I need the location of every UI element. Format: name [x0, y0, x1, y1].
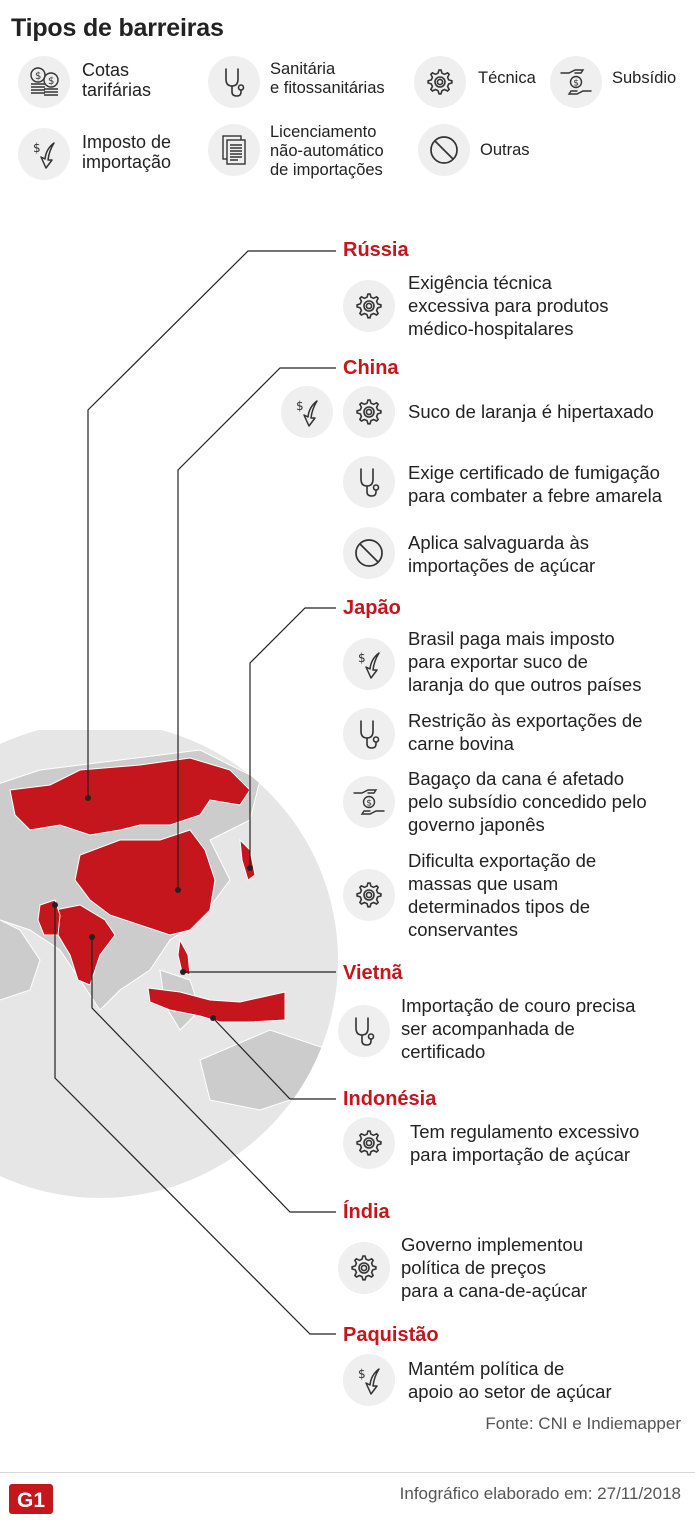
source-note: Fonte: CNI e Indiemapper — [485, 1414, 681, 1433]
country-indonesia: Indonésia — [343, 1088, 437, 1110]
page-title: Tipos de barreiras — [11, 14, 224, 42]
china-item-2: Exige certificado de fumigação para combater a febre amarela — [408, 462, 662, 506]
g1-logo — [9, 1484, 53, 1514]
leader-china — [178, 368, 336, 890]
publication-date: Infográfico elaborado em: 27/11/2018 — [399, 1484, 681, 1503]
country-india: Índia — [343, 1201, 390, 1223]
hands-coin-icon — [343, 776, 395, 828]
leader-indonesia — [213, 1018, 336, 1099]
dot-pakistan — [52, 902, 58, 908]
leader-india — [92, 937, 336, 1212]
stethoscope-icon — [338, 1005, 390, 1057]
legend-label-outras: Outras — [480, 141, 530, 159]
dot-japan — [247, 865, 253, 871]
dot-china — [175, 887, 181, 893]
japan-item-1: Brasil paga mais imposto para exportar suco de laranja do que outros países — [408, 628, 642, 695]
dot-india — [89, 934, 95, 940]
country-pakistan: Paquistão — [343, 1324, 439, 1346]
dot-vietnam — [180, 969, 186, 975]
gear-icon — [343, 280, 395, 332]
dot-indonesia — [210, 1015, 216, 1021]
legend-label-licenciamento: Licenciamento não-automático de importações — [270, 123, 384, 179]
country-china: China — [343, 357, 399, 379]
legend-label-imposto: Imposto de importação — [82, 132, 172, 172]
country-japan: Japão — [343, 597, 401, 619]
g1-logo-text: G1 — [16, 1489, 46, 1512]
dollar-down-arrow-icon — [281, 386, 333, 438]
dollar-down-arrow-icon — [343, 638, 395, 690]
india-item-1: Governo implementou política de preços para a cana-de-açúcar — [401, 1234, 588, 1301]
japan-item-4: Dificulta exportação de massas que usam determinados tipos de conservantes — [408, 850, 597, 940]
vietnam-item-1: Importação de couro precisa ser acompanhada de certificado — [401, 995, 636, 1062]
gear-icon — [343, 386, 395, 438]
legend-label-subsidio: Subsídio — [612, 69, 677, 87]
japan-item-2: Restrição às exportações de carne bovina — [408, 710, 643, 754]
legend-label-sanitaria: Sanitária e fitossanitárias — [270, 60, 385, 97]
country-vietnam: Vietnã — [343, 962, 403, 984]
legend-label-cotas: Cotas tarifárias — [82, 60, 152, 100]
china-item-1: Suco de laranja é hipertaxado — [408, 401, 654, 422]
footer-divider — [0, 1472, 695, 1473]
leader-japan — [250, 608, 336, 868]
prohibited-icon — [343, 527, 395, 579]
stethoscope-icon — [343, 456, 395, 508]
dot-russia — [85, 795, 91, 801]
stethoscope-icon — [343, 708, 395, 760]
japan-item-3: Bagaço da cana é afetado pelo subsídio concedido pelo governo japonês — [408, 768, 647, 835]
leader-pakistan — [55, 905, 336, 1334]
legend-label-tecnica: Técnica — [478, 69, 536, 87]
russia-item-1: Exigência técnica excessiva para produtos médico-hospitalares — [408, 272, 609, 339]
gear-icon — [343, 1117, 395, 1169]
pakistan-item-1: Mantém política de apoio ao setor de açúcar — [408, 1358, 612, 1402]
gear-icon — [338, 1242, 390, 1294]
indonesia-item-1: Tem regulamento excessivo para importação de açúcar — [410, 1121, 640, 1165]
dollar-down-arrow-icon — [343, 1354, 395, 1406]
leader-russia — [88, 251, 336, 798]
china-item-3: Aplica salvaguarda às importações de açúcar — [408, 532, 596, 576]
country-russia: Rússia — [343, 239, 409, 261]
gear-icon — [343, 869, 395, 921]
